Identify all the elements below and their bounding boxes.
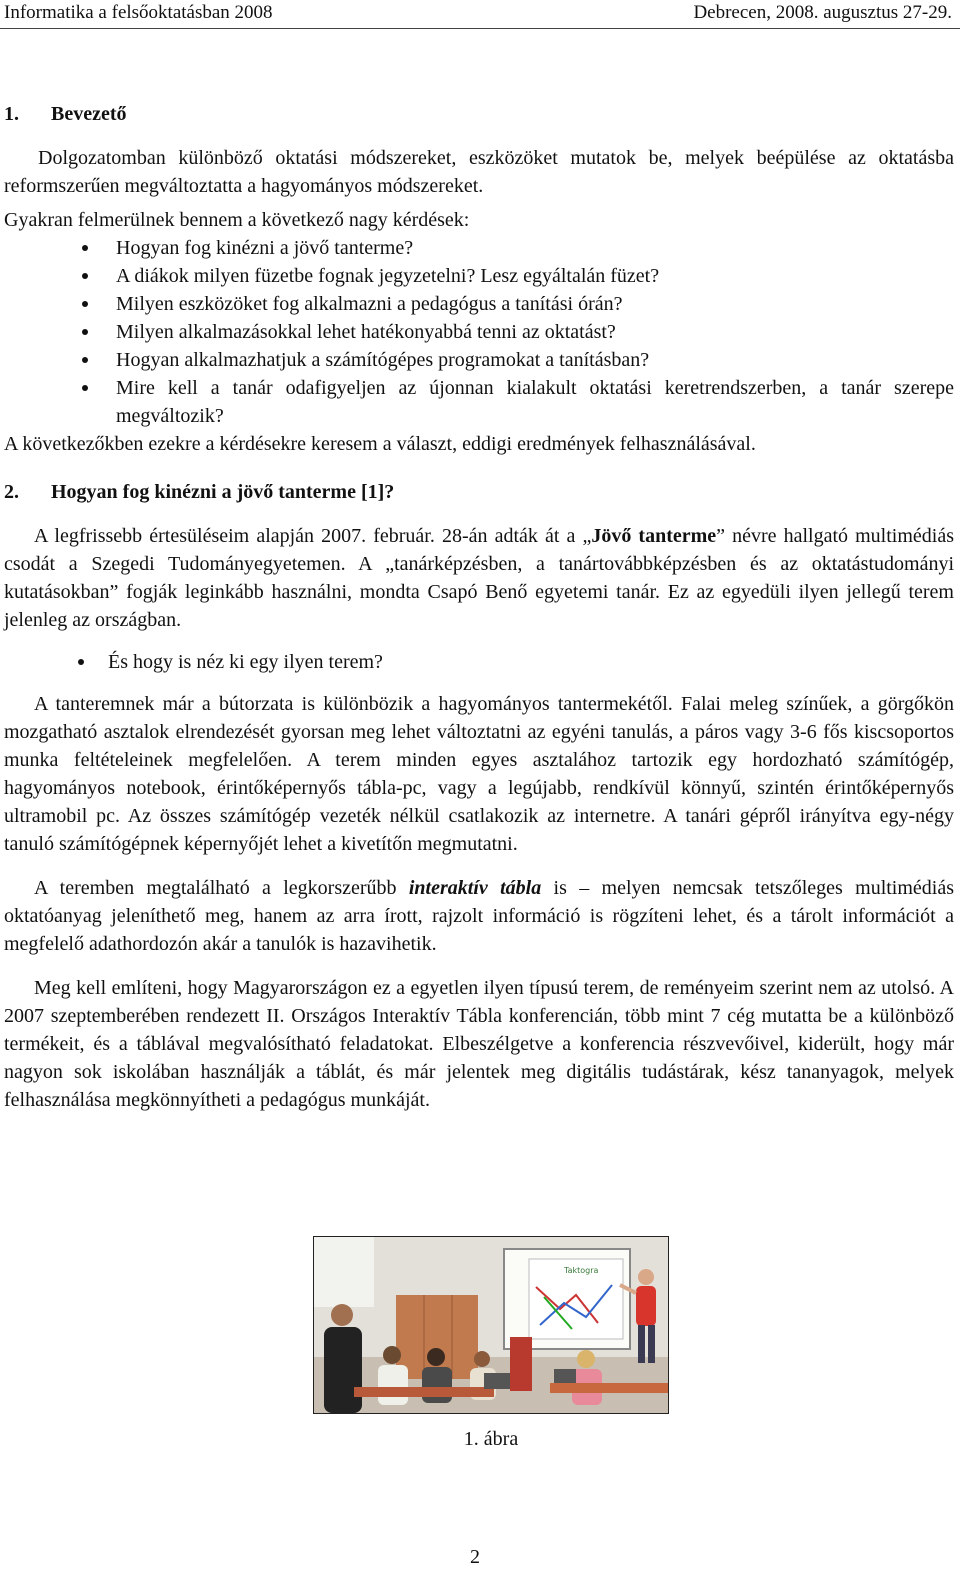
header-place-date: Debrecen, 2008. augusztus 27-29. <box>693 2 952 23</box>
bullet-icon <box>82 245 88 251</box>
list-item: És hogy is néz ki egy ilyen terem? <box>4 648 954 676</box>
section-2-paragraph-3: A teremben megtalálható a legkorszerűbb interaktív tábla is – melyen nemcsak tetszőleges multimédiás oktatóanyag jeleníthető meg, hanem az arra írott, rajzolt információ is rögzíteni lehet, és a tárolt információt a megfelelő adathordozón akár a tanulók is hazavihetik. <box>4 877 955 955</box>
section-1-heading <box>4 96 954 132</box>
bullet-icon <box>82 273 88 279</box>
jovo-tanterme-bold: Jövő tanterme <box>591 525 717 547</box>
section-2-number: 2. <box>4 481 19 503</box>
running-header <box>0 0 960 30</box>
list-item: Milyen alkalmazásokkal lehet hatékonyabbá tenni az oktatást? <box>4 318 954 346</box>
header-rule <box>0 28 960 29</box>
section-2-paragraph-4: Meg kell említeni, hogy Magyarországon ez a egyetlen ilyen típusú terem, de reményeim szerint nem az utolsó. A 2007 szeptemberében rendezett II. Országos Interaktív Tábla konferencián, több mint 7 cég mutatta be a különböző termékeit, és a táblával megvalósítható feladatokat. Elbeszélgetve a konferencia részvevőivel, kiderült, hogy már nagyon sok iskolában használják a táblát, és már jelentek meg digitális tudástárak, kész tananyagok, melyek felhasználása megkönnyítheti a pedagógus munkáját. <box>4 977 954 1111</box>
list-item: Hogyan fog kinézni a jövő tanterme? <box>4 234 954 262</box>
list-item: Milyen eszközöket fog alkalmazni a pedagógus a tanítási órán? <box>4 290 954 318</box>
section-2-paragraph-1: A legfrissebb értesüléseim alapján 2007. február. 28-án adták át a „Jövő tanterme” névre hallgató multimédiás csodát a Szegedi Tudományegyetemen. A „tanárképzésben, a tanártovábbképzésben és az oktatástudományi kutatásokban” fogják leginkább használni, mondta Csapó Benő egyetemi tanár. Ez az egyedüli ilyen jellegű terem jelenleg az országban. <box>4 525 955 631</box>
section-1-number: 1. <box>4 103 19 125</box>
section-2-title: Hogyan fog kinézni a jövő tanterme [1]? <box>51 481 395 503</box>
section-2-paragraph-2: A tanteremnek már a bútorzata is különbözik a hagyományos tantermekétől. Falai meleg színűek, a görgőkön mozgatható asztalok elrendezését gyorsan meg lehet változtatni az egyéni tanulás, a páros vagy 3-6 fős kiscsoportos munka feltételeinek megfelelően. A terem minden egyes asztalához tartozik egy hordozható számítógép, hagyományos notebook, érintőképernyős tábla-pc, vagy a legújabb, rendkívül könnyű, szintén érintőképernyős ultramobil pc. Az összes számítógép vezeték nélkül csatlakozik az internetre. A tanári gépről irányítva egy-négy tanuló számítógépnek képernyőjét lehet a kivetítőn megmutatni. <box>4 693 954 855</box>
bullet-icon <box>82 385 88 391</box>
section-2-heading <box>4 474 954 510</box>
section-2-bullet-list <box>4 648 954 676</box>
questions-lead: Gyakran felmerülnek bennem a következő nagy kérdések: <box>4 209 470 231</box>
section-1-closing: A következőkben ezekre a kérdésekre keresem a választ, eddigi eredmények felhasználásával. <box>4 433 756 455</box>
list-item: Mire kell a tanár odafigyeljen az újonnan kialakult oktatási keretrendszerben, a tanár szerepe megváltozik? <box>4 374 954 430</box>
classroom-photo <box>313 1236 669 1414</box>
bullet-icon <box>78 659 84 665</box>
page-number: 2 <box>470 1546 480 1568</box>
interaktiv-tabla-emphasis: interaktív tábla <box>408 877 542 899</box>
bullet-icon <box>82 301 88 307</box>
section-1-title: Bevezető <box>51 103 127 125</box>
intro-paragraph: Dolgozatomban különböző oktatási módszereket, eszközöket mutatok be, melyek beépülése az oktatásba reformszerűen megváltoztatta a hagyományos módszereket. <box>4 147 954 197</box>
classroom-illustration <box>314 1237 668 1413</box>
bullet-icon <box>82 329 88 335</box>
list-item: A diákok milyen füzetbe fognak jegyzetelni? Lesz egyáltalán füzet? <box>4 262 954 290</box>
page-body <box>4 96 954 1114</box>
header-conference: Informatika a felsőoktatásban 2008 <box>4 2 273 23</box>
board-text: Taktogra <box>564 1266 599 1275</box>
figure-caption: 1. ábra <box>463 1428 519 1450</box>
questions-list <box>4 234 954 430</box>
list-item: Hogyan alkalmazhatjuk a számítógépes programokat a tanításban? <box>4 346 954 374</box>
bullet-icon <box>82 357 88 363</box>
